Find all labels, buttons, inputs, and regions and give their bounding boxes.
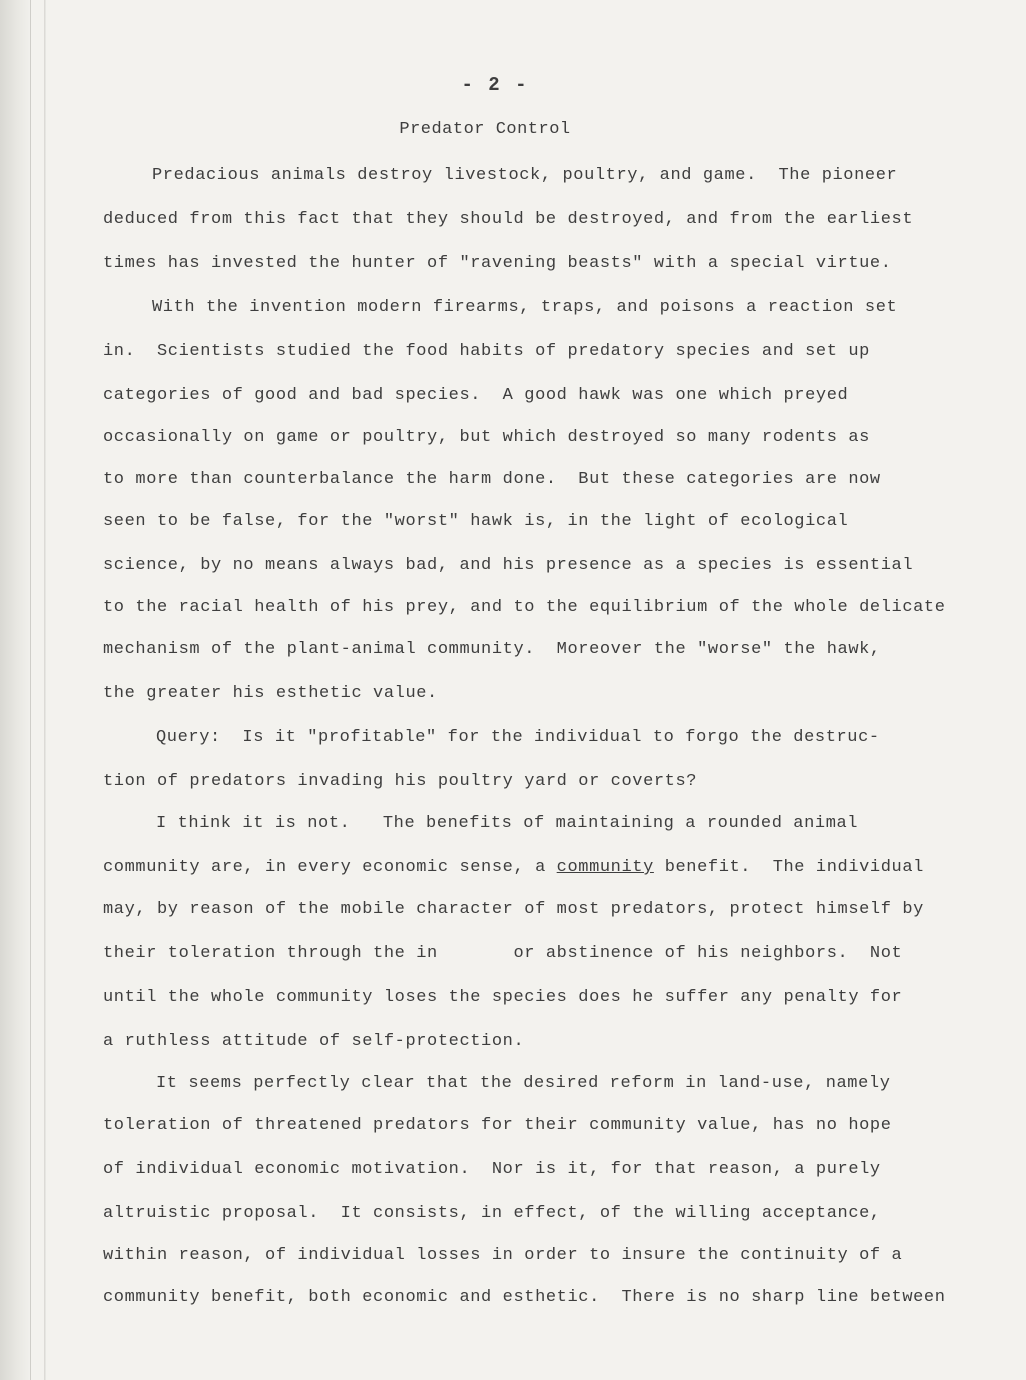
text-line: a ruthless attitude of self-protection.: [103, 1032, 525, 1051]
text-line: in. Scientists studied the food habits of predatory species and set up: [103, 342, 870, 361]
text-segment: community are, in every economic sense, a: [103, 858, 557, 877]
text-line: Predacious animals destroy livestock, poultry, and game. The pioneer: [152, 166, 898, 185]
underlined-word: community: [556, 858, 654, 877]
text-line: occasionally on game or poultry, but which destroyed so many rodents as: [103, 428, 870, 447]
text-line-with-underline: [103, 858, 924, 877]
section-title: Predator Control: [399, 120, 571, 139]
text-line: within reason, of individual losses in order to insure the continuity of a: [103, 1246, 903, 1265]
text-line: categories of good and bad species. A good hawk was one which preyed: [103, 386, 849, 405]
text-line: the greater his esthetic value.: [103, 684, 438, 703]
text-segment: benefit. The individual: [653, 858, 924, 877]
text-line: With the invention modern firearms, traps, and poisons a reaction set: [152, 298, 898, 317]
text-line: of individual economic motivation. Nor is it, for that reason, a purely: [103, 1160, 881, 1179]
text-line: Query: Is it "profitable" for the individual to forgo the destruc-: [156, 728, 880, 747]
text-line: until the whole community loses the species does he suffer any penalty for: [103, 988, 903, 1007]
text-line: their toleration through the in or abstinence of his neighbors. Not: [103, 944, 903, 963]
text-line: to more than counterbalance the harm done. But these categories are now: [103, 470, 881, 489]
text-line: tion of predators invading his poultry yard or coverts?: [103, 772, 698, 791]
text-line: mechanism of the plant-animal community. Moreover the "worse" the hawk,: [103, 640, 881, 659]
text-line: community benefit, both economic and esthetic. There is no sharp line between: [103, 1288, 946, 1307]
text-line: seen to be false, for the "worst" hawk is, in the light of ecological: [103, 512, 849, 531]
text-line: to the racial health of his prey, and to the equilibrium of the whole delicate: [103, 598, 946, 617]
text-line: It seems perfectly clear that the desired reform in land-use, namely: [156, 1074, 891, 1093]
text-line: times has invested the hunter of "ravening beasts" with a special virtue.: [103, 254, 892, 273]
page-number: - 2 -: [461, 74, 529, 96]
text-line: I think it is not. The benefits of maintaining a rounded animal: [156, 814, 859, 833]
text-line: science, by no means always bad, and his presence as a species is essential: [103, 556, 914, 575]
text-line: may, by reason of the mobile character of most predators, protect himself by: [103, 900, 924, 919]
text-line: toleration of threatened predators for their community value, has no hope: [103, 1116, 892, 1135]
text-line: altruistic proposal. It consists, in effect, of the willing acceptance,: [103, 1204, 881, 1223]
text-line: deduced from this fact that they should be destroyed, and from the earliest: [103, 210, 914, 229]
